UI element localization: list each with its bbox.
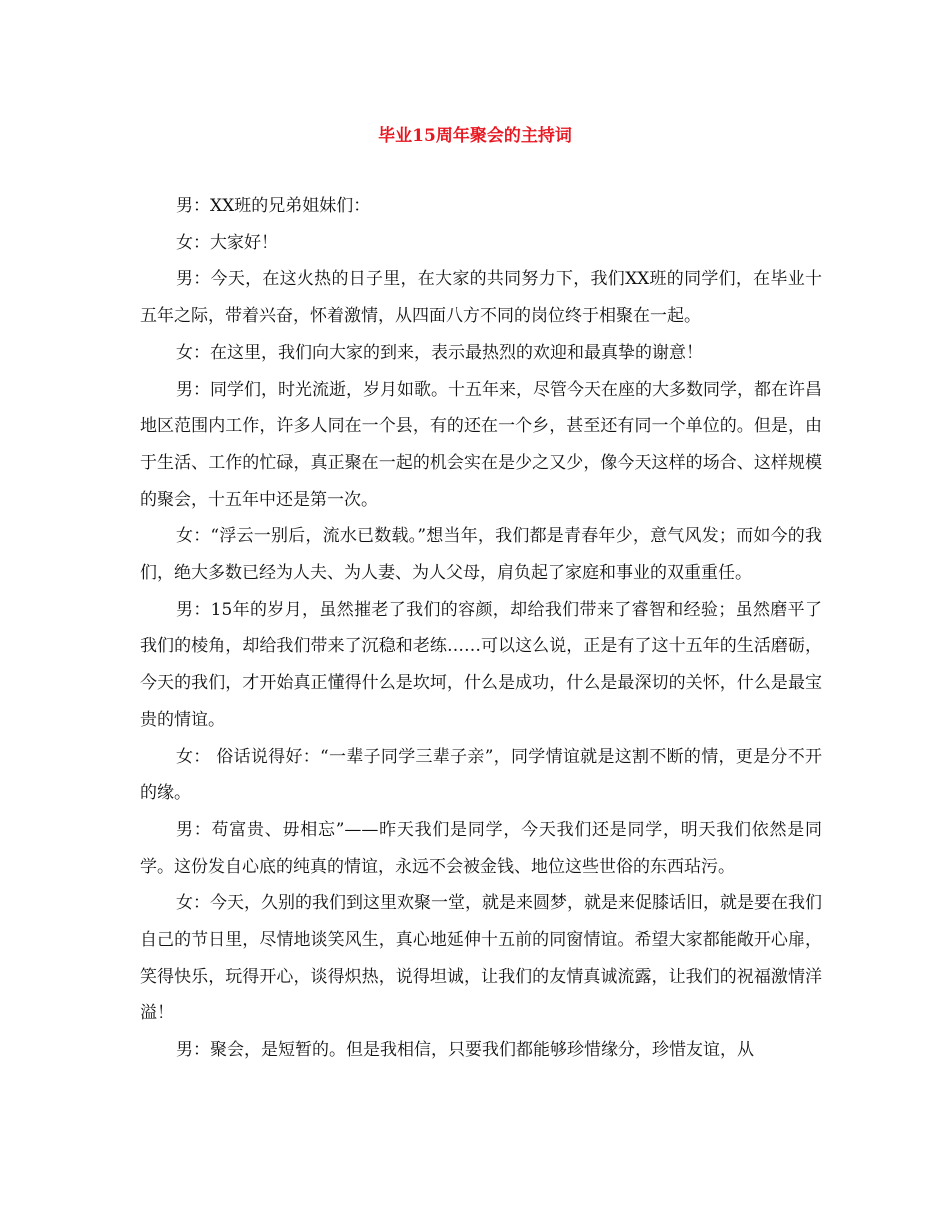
paragraph-10: 女：今天，久别的我们到这里欢聚一堂，就是来圆梦，就是来促膝话旧，就是要在我们自己的节日里，尽情地谈笑风生，真心地延伸十五前的同窗情谊。希望大家都能敞开心扉，笑得快乐，玩得开心，谈得炽热，说得坦诚，让我们的友情真诚流露，让我们的祝福激情洋溢！ <box>140 893 822 1024</box>
paragraph-3: 男：今天，在这火热的日子里，在大家的共同努力下，我们XX班的同学们，在毕业十五年之际，带着兴奋，怀着激情，从四面八方不同的岗位终于相聚在一起。 <box>140 269 822 327</box>
paragraph-4: 女：在这里，我们向大家的到来，表示最热烈的欢迎和最真挚的谢意！ <box>176 342 703 363</box>
paragraph-9: 男：苟富贵、毋相忘”——昨天我们是同学，今天我们还是同学，明天我们依然是同学。这份发自心底的纯真的情谊，永远不会被金钱、地位这些世俗的东西玷污。 <box>140 819 822 877</box>
paragraph-2: 女：大家好！ <box>176 232 278 253</box>
paragraph-8: 女： 俗话说得好：“一辈子同学三辈子亲”，同学情谊就是这割不断的情，更是分不开的缘。 <box>140 746 822 804</box>
paragraph-6: 女：“浮云一别后，流水已数载。”想当年，我们都是青春年少，意气风发；而如今的我们，绝大多数已经为人夫、为人妻、为人父母，肩负起了家庭和事业的双重重任。 <box>140 526 822 584</box>
paragraph-1: 男：XX班的兄弟姐妹们： <box>176 196 371 216</box>
paragraph-11: 男：聚会，是短暂的。但是我相信，只要我们都能够珍惜缘分，珍惜友谊，从 <box>176 1040 754 1061</box>
document-body <box>140 188 822 1069</box>
document-title: 毕业15周年聚会的主持词 <box>378 126 572 146</box>
paragraph-7: 男：15年的岁月，虽然摧老了我们的容颜，却给我们带来了睿智和经验；虽然磨平了我们的棱角，却给我们带来了沉稳和老练……可以这么说，正是有了这十五年的生活磨砺，今天的我们，才开始真正懂得什么是坎坷，什么是成功，什么是最深切的关怀，什么是最宝贵的情谊。 <box>140 599 822 730</box>
paragraph-5: 男：同学们，时光流逝，岁月如歌。十五年来，尽管今天在座的大多数同学，都在许昌地区范围内工作，许多人同在一个县，有的还在一个乡，甚至还有同一个单位的。但是，由于生活、工作的忙碌，真正聚在一起的机会实在是少之又少，像今天这样的场合、这样规模的聚会，十五年中还是第一次。 <box>140 379 822 510</box>
